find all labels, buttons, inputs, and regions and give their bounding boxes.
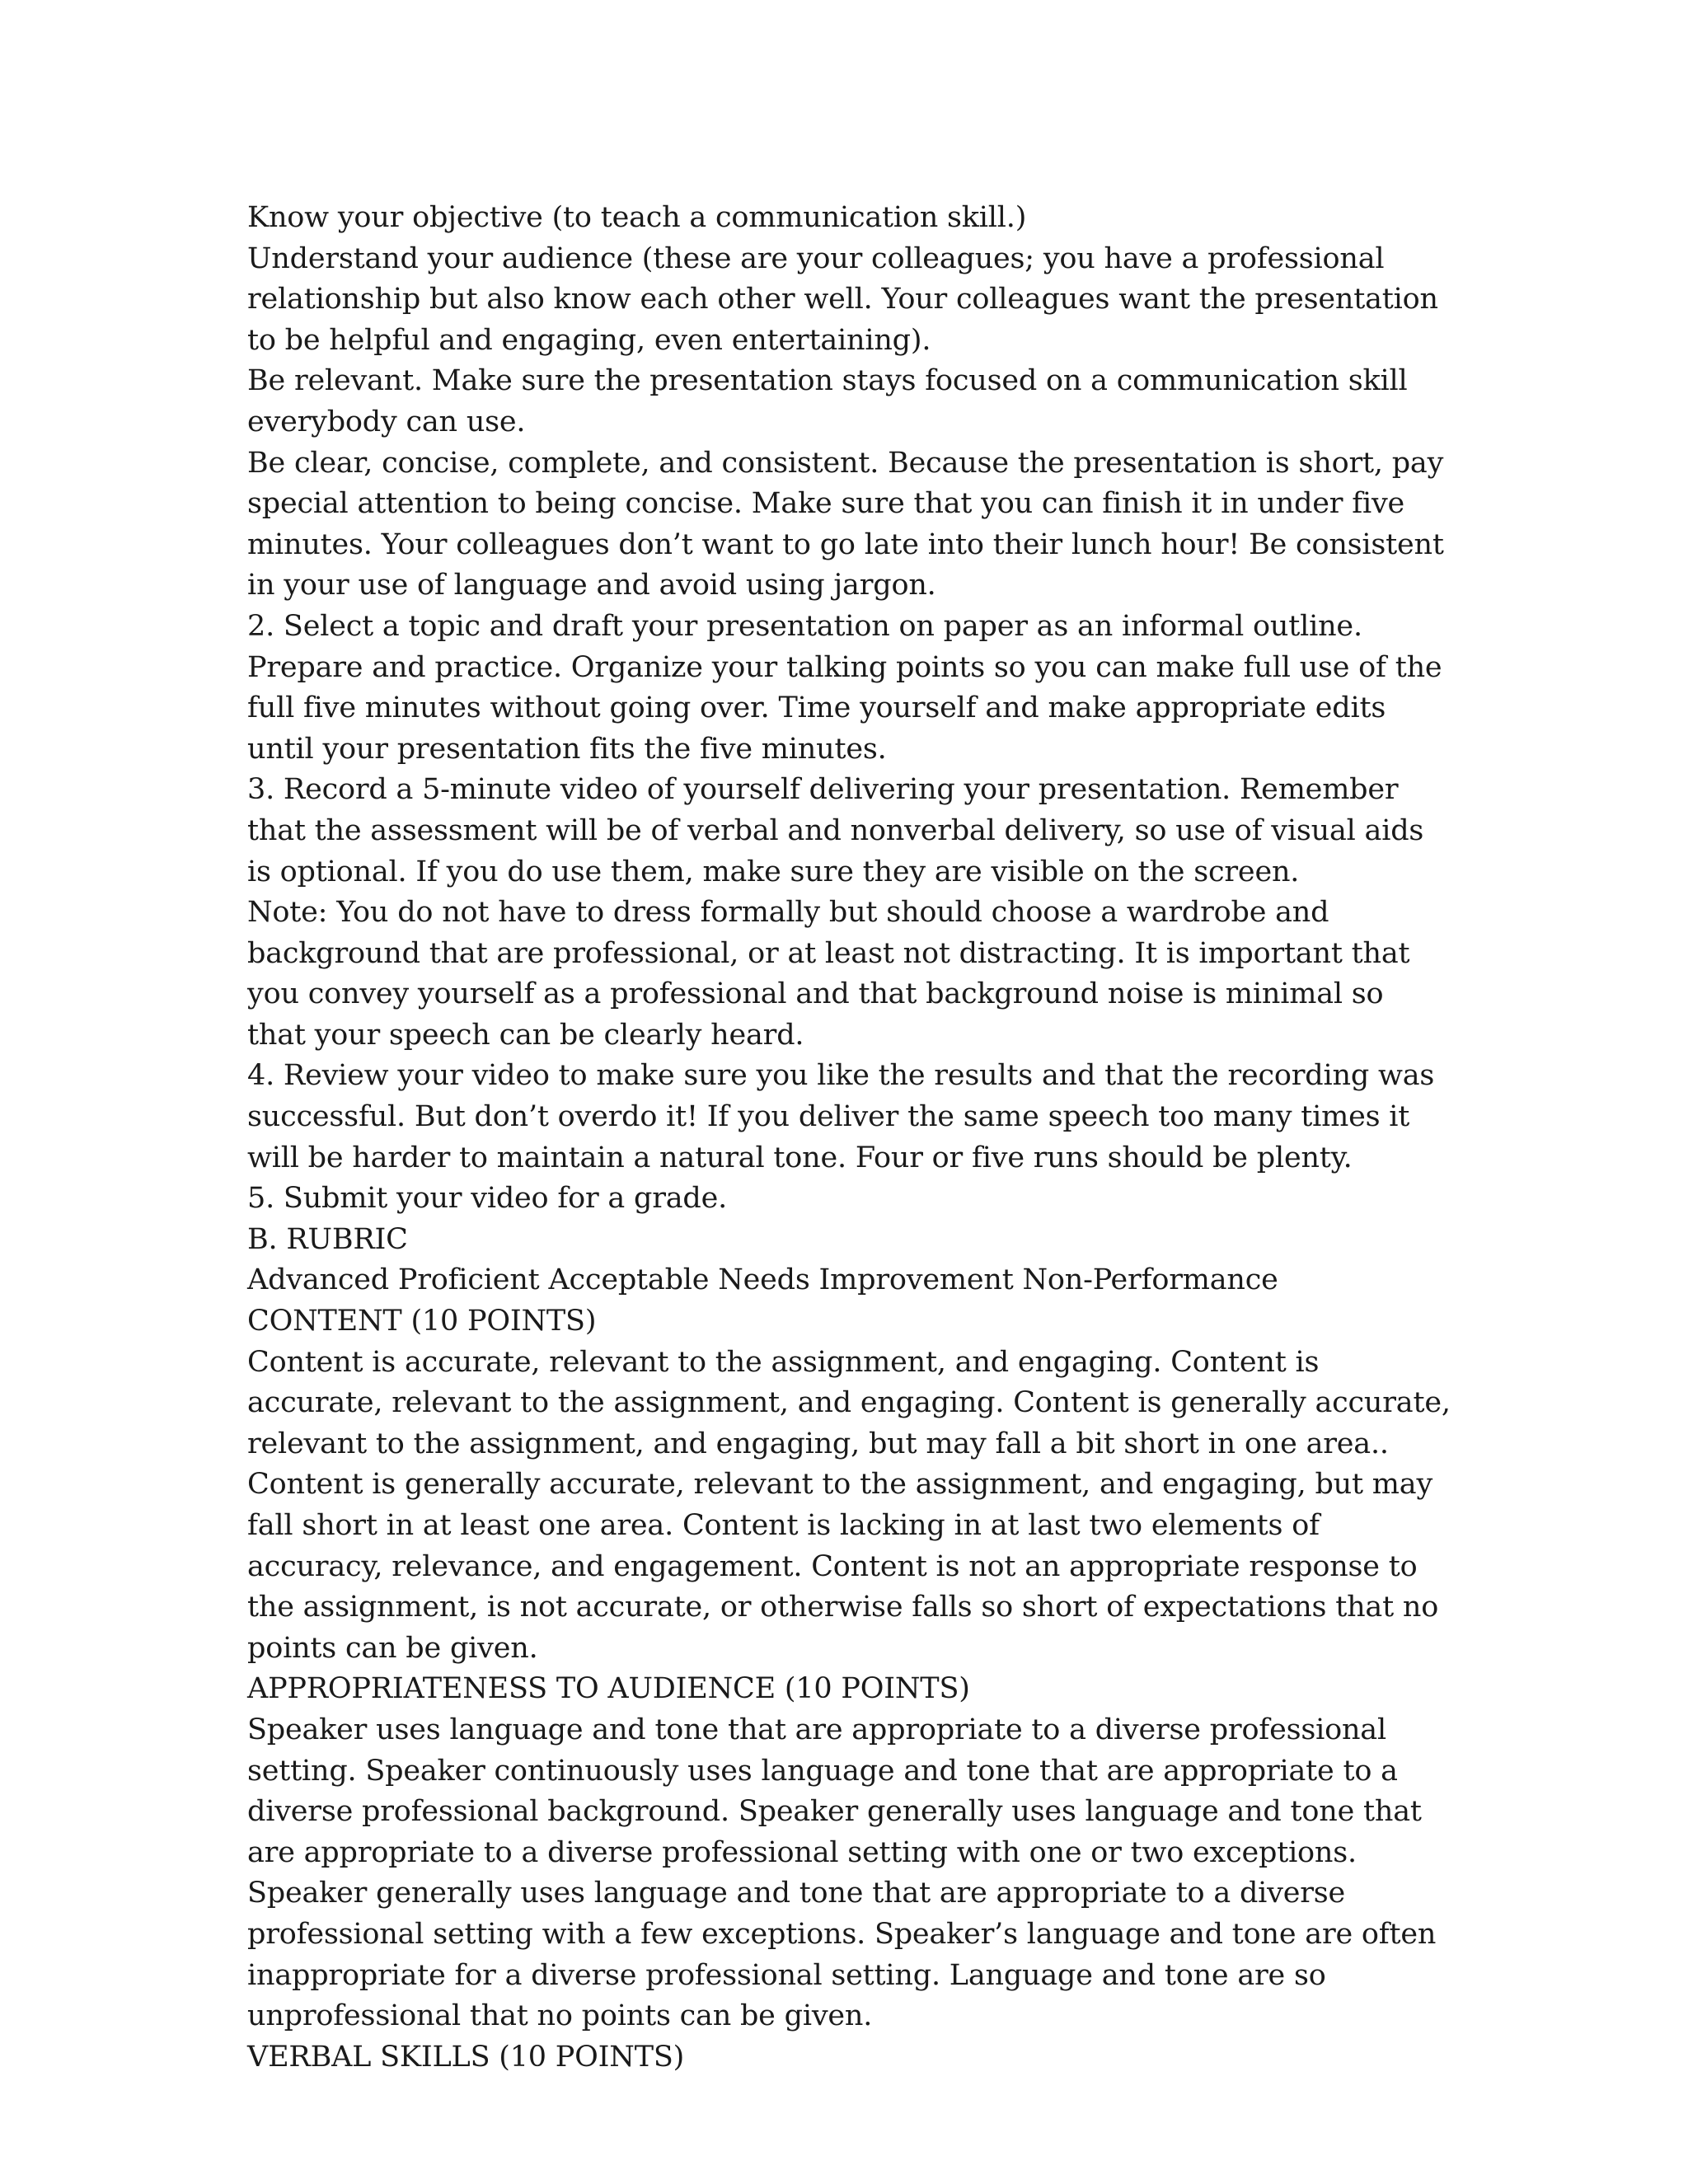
paragraph-step-2: 2. Select a topic and draft your presentation on paper as an informal outline. Prepare and practice. Organize your talking points so you can make full use of the full five minutes without going over. Time yourself and make appropriate edits until your presentation fits the five minutes. xyxy=(247,609,1442,766)
heading-verbal-skills: VERBAL SKILLS (10 POINTS) xyxy=(247,2040,685,2074)
heading-content: CONTENT (10 POINTS) xyxy=(247,1305,597,1338)
paragraph-step-3: 3. Record a 5-minute video of yourself delivering your presentation. Remember that the assessment will be of verbal and nonverbal delivery, so use of visual aids is optional. If you do use them, make sure they are visible on the screen. xyxy=(247,773,1424,888)
paragraph-content-criteria: Content is accurate, relevant to the assignment, and engaging. Content is accurate, relevant to the assignment, and engaging. Content is generally accurate, relevant to the assignment, and engaging, but may fall a bit short in one area.. Content is generally accurate, relevant to the assignment, and engaging, but may fall short in at least one area. Content is lacking in at last two elements of accuracy, relevance, and engagement. Content is not an appropriate response to the assignment, is not accurate, or otherwise falls so short of expectations that no points can be given. xyxy=(247,1345,1451,1665)
heading-appropriateness: APPROPRIATENESS TO AUDIENCE (10 POINTS) xyxy=(247,1672,970,1706)
document-body xyxy=(247,198,1451,2078)
paragraph-audience: Understand your audience (these are your colleagues; you have a professional relationship but also know each other well. Your colleagues want the presentation to be helpful and engaging, even entertaining). xyxy=(247,241,1438,357)
rubric-levels: Advanced Proficient Acceptable Needs Improvement Non-Performance xyxy=(247,1263,1278,1297)
paragraph-objective: Know your objective (to teach a communication skill.) xyxy=(247,201,1027,234)
paragraph-step-5: 5. Submit your video for a grade. xyxy=(247,1182,728,1216)
paragraph-clear-concise: Be clear, concise, complete, and consistent. Because the presentation is short, pay special attention to being concise. Make sure that you can finish it in under five minutes. Your colleagues don’t want to go late into their lunch hour! Be consistent in your use of language and avoid using jargon. xyxy=(247,446,1444,602)
paragraph-note: Note: You do not have to dress formally but should choose a wardrobe and background that are professional, or at least not distracting. It is important that you convey yourself as a professional and that background noise is minimal so that your speech can be clearly heard. xyxy=(247,896,1410,1052)
paragraph-appropriateness-criteria: Speaker uses language and tone that are appropriate to a diverse professional setting. Speaker continuously uses language and tone that are appropriate to a diverse professional background. Speaker generally uses language and tone that are appropriate to a diverse professional setting with one or two exceptions. Speaker generally uses language and tone that are appropriate to a diverse professional setting with a few exceptions. Speaker’s language and tone are often inappropriate for a diverse professional setting. Language and tone are so unprofessional that no points can be given. xyxy=(247,1713,1437,2033)
paragraph-step-4: 4. Review your video to make sure you like the results and that the recording was successful. But don’t overdo it! If you deliver the same speech too many times it will be harder to maintain a natural tone. Four or five runs should be plenty. xyxy=(247,1059,1435,1174)
heading-rubric: B. RUBRIC xyxy=(247,1222,408,1256)
paragraph-relevant: Be relevant. Make sure the presentation stays focused on a communication skill everybody can use. xyxy=(247,364,1408,438)
